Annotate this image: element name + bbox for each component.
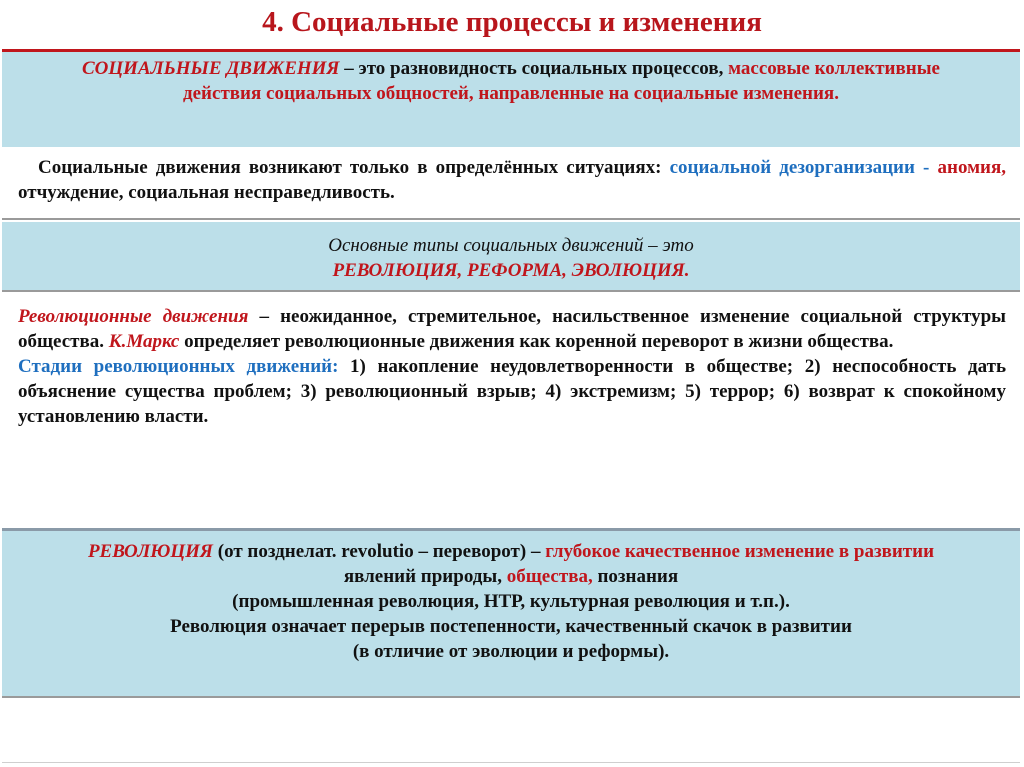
situations-intro: Социальные движения возникают только в определённых ситуациях: <box>38 157 670 178</box>
revolution-term: РЕВОЛЮЦИЯ <box>87 541 214 562</box>
definition-dash-text: – это разновидность социальных процессов, <box>339 58 729 79</box>
situations-tail: отчуждение, социальная несправедливость. <box>18 182 395 203</box>
definition-term: СОЦИАЛЬНЫЕ ДВИЖЕНИЯ <box>82 58 340 79</box>
revolutionary-stages <box>18 354 1006 429</box>
situations-blue: социальной дезорганизации - <box>669 157 938 178</box>
revolutionary-box <box>2 296 1020 528</box>
types-intro: Основные типы социальных движений – это <box>328 235 694 256</box>
revolution-def-red1: глубокое качественное изменение в развитии <box>545 541 935 562</box>
page-title: 4. Социальные процессы и изменения <box>262 6 762 38</box>
revolution-box <box>2 528 1020 696</box>
empty-footer-box <box>2 696 1020 763</box>
situations-anomie: аномия, <box>937 157 1007 178</box>
definition-box <box>2 49 1020 150</box>
revolution-note1: Революция означает перерыв постепенности, качественный скачок в развитии <box>170 616 852 637</box>
revolution-def-red2: общества, <box>506 566 593 587</box>
revolutionary-term: Революционные движения <box>18 306 249 327</box>
revolution-examples: (промышленная революция, НТР, культурная революция и т.п.). <box>232 591 790 612</box>
types-box <box>2 222 1020 292</box>
revolutionary-definition <box>18 304 1006 354</box>
stages-text: 1) накопление неудовлетворенности в обществе; 2) неспособность дать объяснение существа проблем; 3) революционный взрыв; 4) экстремизм; 5) террор; 6) возврат к спокойному установлению власти. <box>18 356 1007 427</box>
revolution-def-blk1: явлений природы, <box>343 566 507 587</box>
marx-name: К.Маркс <box>108 331 180 352</box>
situations-box <box>2 148 1020 220</box>
types-list: РЕВОЛЮЦИЯ, РЕФОРМА, ЭВОЛЮЦИЯ. <box>332 260 690 281</box>
revolution-etym: (от позднелат. revolutio – переворот) – <box>213 541 546 562</box>
revolutionary-text1: – неожиданное, стремительное, насильственное изменение социальной структуры общества. <box>18 306 1006 352</box>
revolutionary-text2: определяет революционные движения как коренной переворот в жизни общества. <box>179 331 894 352</box>
revolution-definition <box>62 539 960 589</box>
revolution-note2: (в отличие от эволюции и реформы). <box>352 641 670 662</box>
definition-highlight: массовые коллективные действия социальных общностей, направленные на социальные изменения. <box>183 58 940 104</box>
revolution-def-blk2: познания <box>592 566 679 587</box>
stages-label: Стадии революционных движений: <box>18 356 339 377</box>
